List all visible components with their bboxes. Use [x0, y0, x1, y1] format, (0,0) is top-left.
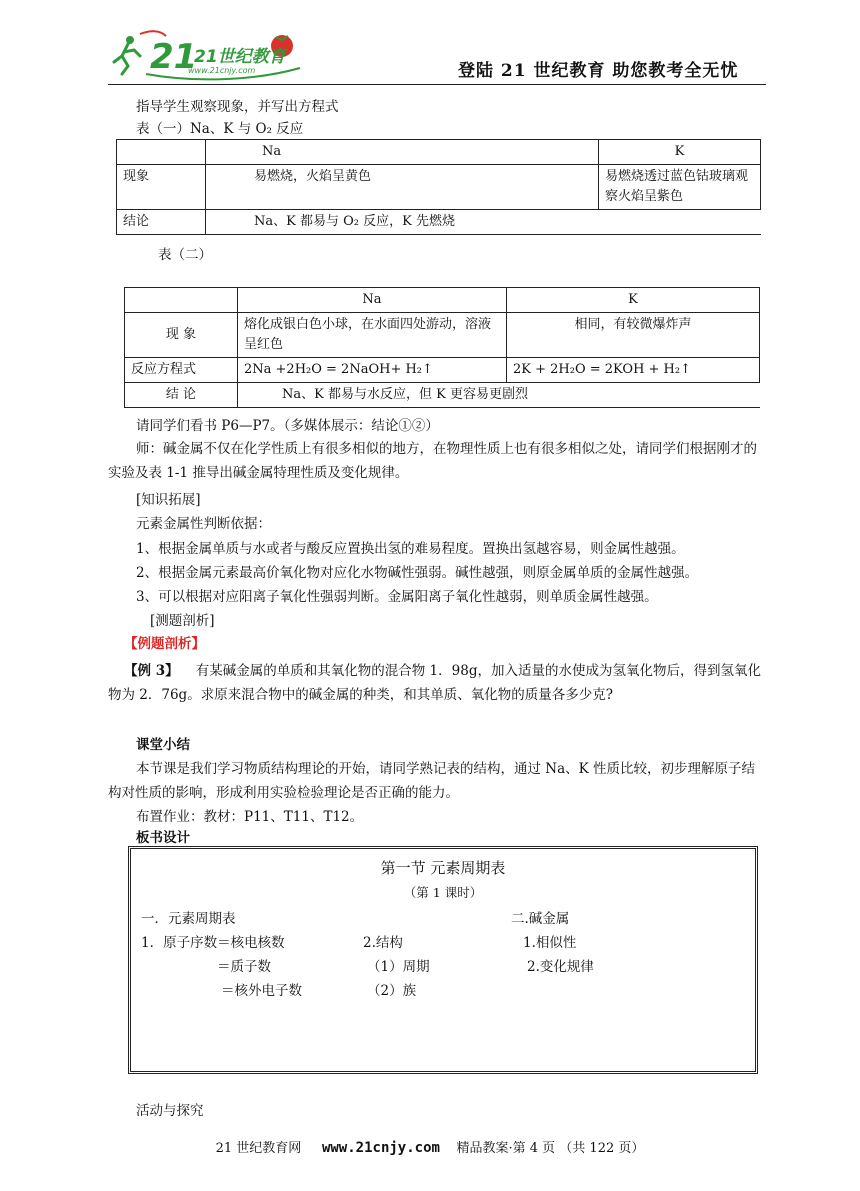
footer-page-info: 精品教案·第 4 页 （共 122 页）	[456, 1141, 645, 1156]
cell-k-phenomenon: 易燃烧透过蓝色钴玻璃观察火焰呈紫色	[599, 165, 761, 210]
example-label: 【例 3】	[124, 663, 179, 679]
logo-url: www.21cnjy.com	[188, 66, 256, 75]
table-row	[117, 165, 761, 210]
header-divider	[108, 84, 766, 85]
board-item-group: （2）族	[367, 983, 417, 999]
board-item-similarity: 1.相似性	[523, 935, 577, 951]
row-label-conclusion: 结 论	[125, 383, 238, 408]
cell-na-phenomenon: 熔化成银白色小球，在水面四处游动，溶液呈红色	[238, 313, 507, 358]
teacher-paragraph: 师：碱金属不仅在化学性质上有很多相似的地方，在物理性质上也有很多相似之处，请同学们根据刚才的实验及表 1-1 推导出碱金属特理性质及变化规律。	[108, 441, 757, 481]
board-title: 第一节 元素周期表	[380, 859, 506, 877]
col-header-k: K	[599, 140, 761, 165]
svg-text:21: 21	[150, 37, 198, 77]
intro-line: 指导学生观察现象，并写出方程式	[136, 99, 339, 115]
table-row	[125, 313, 760, 358]
board-item-period: （1）周期	[367, 959, 430, 975]
cell-na-equation: 2Na +2H₂O = 2NaOH+ H₂↑	[238, 358, 507, 383]
page-footer	[0, 1137, 860, 1156]
cell-conclusion: Na、K 都易与水反应，但 K 更容易更剧烈	[238, 383, 760, 408]
cell-k-phenomenon: 相同，有较微爆炸声	[507, 313, 760, 358]
board-item-variation: 2.变化规律	[527, 959, 594, 975]
cell-na-phenomenon: 易燃烧，火焰呈黄色	[206, 165, 599, 210]
board-item-atomic-number: 1．原子序数＝核电核数	[141, 935, 285, 951]
metallicity-basis-1: 1、根据金属单质与水或者与酸反应置换出氢的难易程度。置换出氢越容易，则金属性越强。	[136, 541, 685, 557]
table-row	[125, 288, 760, 313]
metallicity-basis-3: 3、可以根据对应阳离子氧化性强弱判断。金属阳离子氧化性越弱，则单质金属性越强。	[136, 589, 658, 605]
board-design-title: 板书设计	[136, 830, 190, 846]
board-subtitle: （第 1 课时）	[403, 885, 483, 900]
footer-url[interactable]: www.21cnjy.com	[321, 1140, 440, 1156]
row-label-phenomenon: 现象	[117, 165, 206, 210]
example-text: 有某碱金属的单质和其氧化物的混合物 1．98g，加入适量的水使成为氢氧化物后，得到氢氧化物为 2．76g。求原来混合物中的碱金属的种类，和其单质、氧化物的质量各多少克?	[108, 663, 761, 703]
col-header-na: Na	[206, 140, 599, 165]
footer-site-name: 21 世纪教育网	[215, 1141, 302, 1156]
summary-text: 本节课是我们学习物质结构理论的开始，请同学熟记表的结构，通过 Na、K 性质比较，初步理解原子结构对性质的影响，形成利用实验检验理论是否正确的能力。	[108, 761, 756, 801]
board-item-electron-number: ＝核外电子数	[221, 983, 302, 999]
board-item-proton-number: ＝质子数	[217, 959, 271, 975]
header-slogan: 登陆 21 世纪教育 助您教考全无忧	[458, 61, 739, 81]
cell-conclusion: Na、K 都易与 O₂ 反应，K 先燃烧	[206, 210, 761, 235]
board-design-box	[128, 846, 758, 1074]
board-section-2: 二.碱金属	[511, 911, 570, 927]
logo-text: 21世纪教育	[194, 47, 286, 67]
table1-caption: 表（一）Na、K 与 O₂ 反应	[136, 121, 304, 137]
table-na-k-water	[124, 287, 760, 408]
table-na-k-oxygen	[116, 139, 761, 235]
test-analysis: [测题剖析]	[150, 613, 215, 629]
col-header-na: Na	[238, 288, 507, 313]
cell-k-equation: 2K + 2H₂O = 2KOH + H₂↑	[507, 358, 760, 383]
book-reference: 请同学们看书 P6—P7。（多媒体展示：结论①②）	[136, 418, 439, 434]
site-logo	[110, 28, 310, 84]
col-header-k: K	[507, 288, 760, 313]
board-item-structure: 2.结构	[363, 935, 403, 951]
table-row	[125, 383, 760, 408]
table-row	[117, 140, 761, 165]
activity-title: 活动与探究	[136, 1103, 204, 1119]
homework: 布置作业：教材：P11、T11、T12。	[136, 809, 364, 825]
metallicity-basis-2: 2、根据金属元素最高价氧化物对应化水物碱性强弱。碱性越强，则原金属单质的金属性越强。	[136, 565, 699, 581]
row-label-phenomenon: 现 象	[125, 313, 238, 358]
board-section-1: 一．元素周期表	[141, 911, 236, 927]
row-label-equation: 反应方程式	[125, 358, 238, 383]
table-row	[125, 358, 760, 383]
row-label-conclusion: 结论	[117, 210, 206, 235]
table2-caption: 表（二）	[158, 247, 212, 263]
knowledge-expansion: [知识拓展]	[136, 492, 201, 508]
example-heading: 【例题剖析】	[124, 636, 205, 652]
summary-title: 课堂小结	[136, 737, 190, 753]
table-row	[117, 210, 761, 235]
example-3	[108, 659, 768, 707]
metallicity-basis-title: 元素金属性判断依据：	[136, 516, 271, 532]
